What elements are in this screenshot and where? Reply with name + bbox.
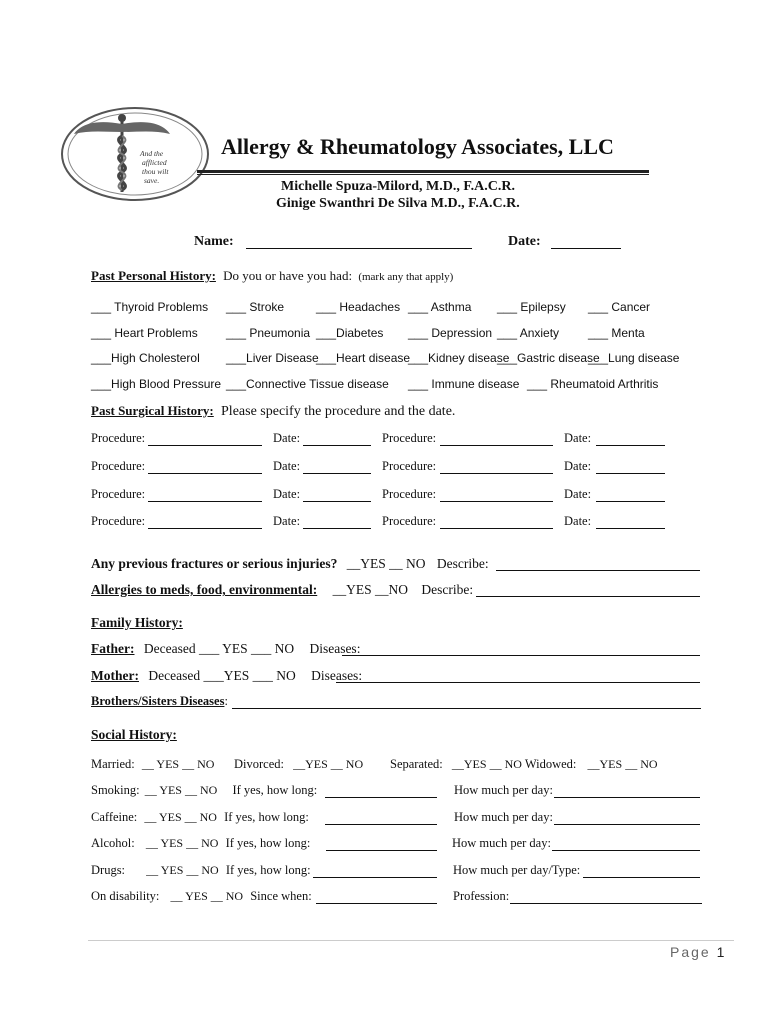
practice-logo xyxy=(60,106,210,202)
allergies-row xyxy=(91,582,473,598)
personal-history-heading: Past Personal History: xyxy=(91,268,216,283)
procedure-date-label: Date: xyxy=(273,459,301,473)
allergies-options[interactable]: __YES __NO xyxy=(332,582,408,597)
caffeine-label: Caffeine: xyxy=(91,810,138,824)
doctor-name-1: Michelle Spuza-Milord, M.D., F.A.C.R. xyxy=(281,179,515,194)
mother-label: Mother: xyxy=(91,668,139,683)
doctor-name-2: Ginige Swanthri De Silva M.D., F.A.C.R. xyxy=(276,196,520,211)
procedure-date-field[interactable] xyxy=(303,489,371,502)
condition-headaches[interactable]: ___ Headaches xyxy=(316,300,401,314)
alcohol-options[interactable]: __ YES __ NO xyxy=(145,836,219,850)
married-options[interactable]: __ YES __ NO xyxy=(141,757,215,771)
name-label: Name: xyxy=(194,234,234,249)
procedure-date-field[interactable] xyxy=(596,489,665,502)
condition-kidney-disease[interactable]: ___Kidney disease xyxy=(408,351,510,365)
smoking-how-long-label: If yes, how long: xyxy=(232,783,318,797)
procedure-label: Procedure: xyxy=(382,459,437,473)
alcohol-label: Alcohol: xyxy=(91,836,135,850)
allergies-describe-label: Describe: xyxy=(421,582,474,597)
smoking-how-long-field[interactable] xyxy=(325,785,437,798)
caffeine-how-much-field[interactable] xyxy=(554,812,700,825)
condition-high-blood-pressure[interactable]: ___High Blood Pressure xyxy=(91,377,222,391)
condition-pneumonia[interactable]: ___ Pneumonia xyxy=(226,326,311,340)
condition-asthma[interactable]: ___ Asthma xyxy=(408,300,472,314)
surgical-history-heading: Past Surgical History: xyxy=(91,403,214,418)
smoking-row xyxy=(91,783,317,798)
family-history-heading: Family History: xyxy=(91,615,183,630)
condition-cancer[interactable]: ___ Cancer xyxy=(588,300,651,314)
title-rule-thin xyxy=(197,174,649,175)
personal-history-header xyxy=(91,268,453,284)
procedure-date-label: Date: xyxy=(564,487,592,501)
procedure-label: Procedure: xyxy=(382,514,437,528)
injuries-row xyxy=(91,556,489,572)
smoking-label: Smoking: xyxy=(91,783,140,797)
logo-motto-line-4: save. xyxy=(144,176,160,185)
siblings-diseases-field[interactable] xyxy=(232,696,701,709)
procedure-label: Procedure: xyxy=(91,431,146,445)
procedure-date-field[interactable] xyxy=(596,433,665,446)
injuries-describe-field[interactable] xyxy=(496,558,700,571)
caffeine-how-long-field[interactable] xyxy=(325,812,437,825)
alcohol-how-much-field[interactable] xyxy=(552,838,700,851)
procedure-date-field[interactable] xyxy=(303,433,371,446)
caffeine-row xyxy=(91,810,309,825)
father-diseases-label: Diseases: xyxy=(309,641,361,656)
procedure-date-label: Date: xyxy=(273,487,301,501)
procedure-date-label: Date: xyxy=(273,431,301,445)
personal-history-note: (mark any that apply) xyxy=(358,271,454,283)
allergies-describe-field[interactable] xyxy=(476,584,700,597)
procedure-date-field[interactable] xyxy=(596,516,665,529)
widowed-label: Widowed: xyxy=(524,757,577,771)
date-field[interactable] xyxy=(551,236,621,249)
injuries-options[interactable]: __YES __ NO xyxy=(346,556,426,571)
widowed-options[interactable]: __YES __ NO xyxy=(587,757,658,771)
drugs-label: Drugs: xyxy=(91,863,126,877)
father-label: Father: xyxy=(91,641,135,656)
condition-anxiety[interactable]: ___ Anxiety xyxy=(497,326,560,340)
mother-deceased-options[interactable]: Deceased ___YES ___ NO xyxy=(148,668,296,683)
condition-high-cholesterol[interactable]: ___High Cholesterol xyxy=(91,351,200,365)
mother-diseases-label: Diseases: xyxy=(311,668,363,683)
separated-group xyxy=(390,757,658,772)
procedure-field[interactable] xyxy=(440,516,553,529)
page-number-value: 1 xyxy=(716,944,725,960)
procedure-label: Procedure: xyxy=(91,514,146,528)
drugs-how-long-field[interactable] xyxy=(313,865,437,878)
divorced-group xyxy=(234,757,363,772)
condition-gastric-disease[interactable]: ___Gastric disease xyxy=(497,351,600,365)
surgical-history-prompt: Please specify the procedure and the date. xyxy=(221,404,456,419)
date-label: Date: xyxy=(508,234,541,249)
procedure-field[interactable] xyxy=(440,433,553,446)
procedure-label: Procedure: xyxy=(382,431,437,445)
condition-connective-tissue-disease[interactable]: ___Connective Tissue disease xyxy=(226,377,389,391)
title-rule xyxy=(197,170,649,173)
procedure-field[interactable] xyxy=(440,489,553,502)
married-label: Married: xyxy=(91,757,135,771)
condition-immune-disease[interactable]: ___ Immune disease xyxy=(408,377,520,391)
drugs-how-much-type-label: How much per day/Type: xyxy=(453,863,581,877)
disability-row xyxy=(91,889,312,904)
smoking-how-much-field[interactable] xyxy=(554,785,700,798)
procedure-label: Procedure: xyxy=(91,459,146,473)
practice-title: Allergy & Rheumatology Associates, LLC xyxy=(221,134,614,159)
logo-motto-line-3: thou wilt xyxy=(142,167,169,176)
mother-row xyxy=(91,668,362,684)
footer-rule xyxy=(88,940,734,941)
separated-label: Separated: xyxy=(390,757,443,771)
procedure-field[interactable] xyxy=(148,461,262,474)
condition-lung-disease[interactable]: ___Lung disease xyxy=(588,351,680,365)
siblings-row: Brothers/Sisters Diseases: xyxy=(91,694,228,708)
disability-since-field[interactable] xyxy=(316,891,437,904)
drugs-how-long-label: If yes, how long: xyxy=(225,863,311,877)
caffeine-how-long-label: If yes, how long: xyxy=(224,810,309,824)
condition-depression[interactable]: ___ Depression xyxy=(408,326,493,340)
condition-heart-disease[interactable]: ___Heart disease xyxy=(316,351,411,365)
divorced-options[interactable]: __YES __ NO xyxy=(293,757,364,771)
divorced-label: Divorced: xyxy=(234,757,284,771)
logo-motto-line-2: afflicted xyxy=(142,158,167,167)
injuries-describe-label: Describe: xyxy=(436,556,489,571)
father-deceased-options[interactable]: Deceased ___ YES ___ NO xyxy=(143,641,295,656)
procedure-label: Procedure: xyxy=(91,487,146,501)
procedure-field[interactable] xyxy=(148,516,262,529)
drugs-options[interactable]: __ YES __ NO xyxy=(146,863,219,877)
profession-field[interactable] xyxy=(510,891,702,904)
alcohol-how-long-label: If yes, how long: xyxy=(225,836,311,850)
smoking-how-much-label: How much per day: xyxy=(454,783,553,797)
smoking-options[interactable]: __ YES __ NO xyxy=(144,783,218,797)
caffeine-how-much-label: How much per day: xyxy=(454,810,553,824)
condition-heart-problems[interactable]: ___ Heart Problems xyxy=(91,326,198,340)
page-label: Page xyxy=(670,944,711,960)
alcohol-how-long-field[interactable] xyxy=(326,838,437,851)
mother-diseases-field[interactable] xyxy=(336,670,700,683)
father-row xyxy=(91,641,360,657)
condition-mental[interactable]: ___ Menta xyxy=(588,326,645,340)
condition-rheumatoid-arthritis[interactable]: ___ Rheumatoid Arthritis xyxy=(527,377,659,391)
condition-liver-disease[interactable]: ___Liver Disease xyxy=(226,351,319,365)
procedure-date-field[interactable] xyxy=(303,461,371,474)
page-number xyxy=(670,944,724,960)
procedure-label: Procedure: xyxy=(382,487,437,501)
procedure-date-label: Date: xyxy=(564,514,592,528)
surgical-history-header xyxy=(91,403,455,420)
separated-options[interactable]: __YES __ NO xyxy=(451,757,522,771)
procedure-date-label: Date: xyxy=(564,459,592,473)
disability-since-label: Since when: xyxy=(250,889,312,903)
disability-options[interactable]: __ YES __ NO xyxy=(170,889,244,903)
procedure-date-label: Date: xyxy=(273,514,301,528)
drugs-how-much-type-field[interactable] xyxy=(583,865,700,878)
condition-stroke[interactable]: ___ Stroke xyxy=(226,300,285,314)
allergies-question: Allergies to meds, food, environmental: xyxy=(91,582,318,597)
name-field[interactable] xyxy=(246,236,472,249)
logo-motto-line-1: And the xyxy=(140,149,164,158)
disability-label: On disability: xyxy=(91,889,160,903)
alcohol-how-much-label: How much per day: xyxy=(452,836,551,850)
procedure-date-label: Date: xyxy=(564,431,592,445)
procedure-field[interactable] xyxy=(440,461,553,474)
condition-epilepsy[interactable]: ___ Epilepsy xyxy=(497,300,566,314)
injuries-question: Any previous fractures or serious injuries? xyxy=(91,556,338,571)
marital-row xyxy=(91,757,214,772)
condition-diabetes[interactable]: ___Diabetes xyxy=(316,326,384,340)
social-history-heading: Social History: xyxy=(91,727,177,742)
procedure-date-field[interactable] xyxy=(303,516,371,529)
condition-thyroid-problems[interactable]: ___ Thyroid Problems xyxy=(91,300,209,314)
siblings-label: Brothers/Sisters Diseases xyxy=(91,694,225,708)
drugs-row xyxy=(91,863,311,878)
personal-history-prompt: Do you or have you had: xyxy=(223,268,353,283)
alcohol-row xyxy=(91,836,310,851)
profession-label: Profession: xyxy=(453,889,510,903)
caffeine-options[interactable]: __ YES __ NO xyxy=(144,810,217,824)
father-diseases-field[interactable] xyxy=(342,643,700,656)
procedure-date-field[interactable] xyxy=(596,461,665,474)
procedure-field[interactable] xyxy=(148,489,262,502)
procedure-field[interactable] xyxy=(148,433,262,446)
